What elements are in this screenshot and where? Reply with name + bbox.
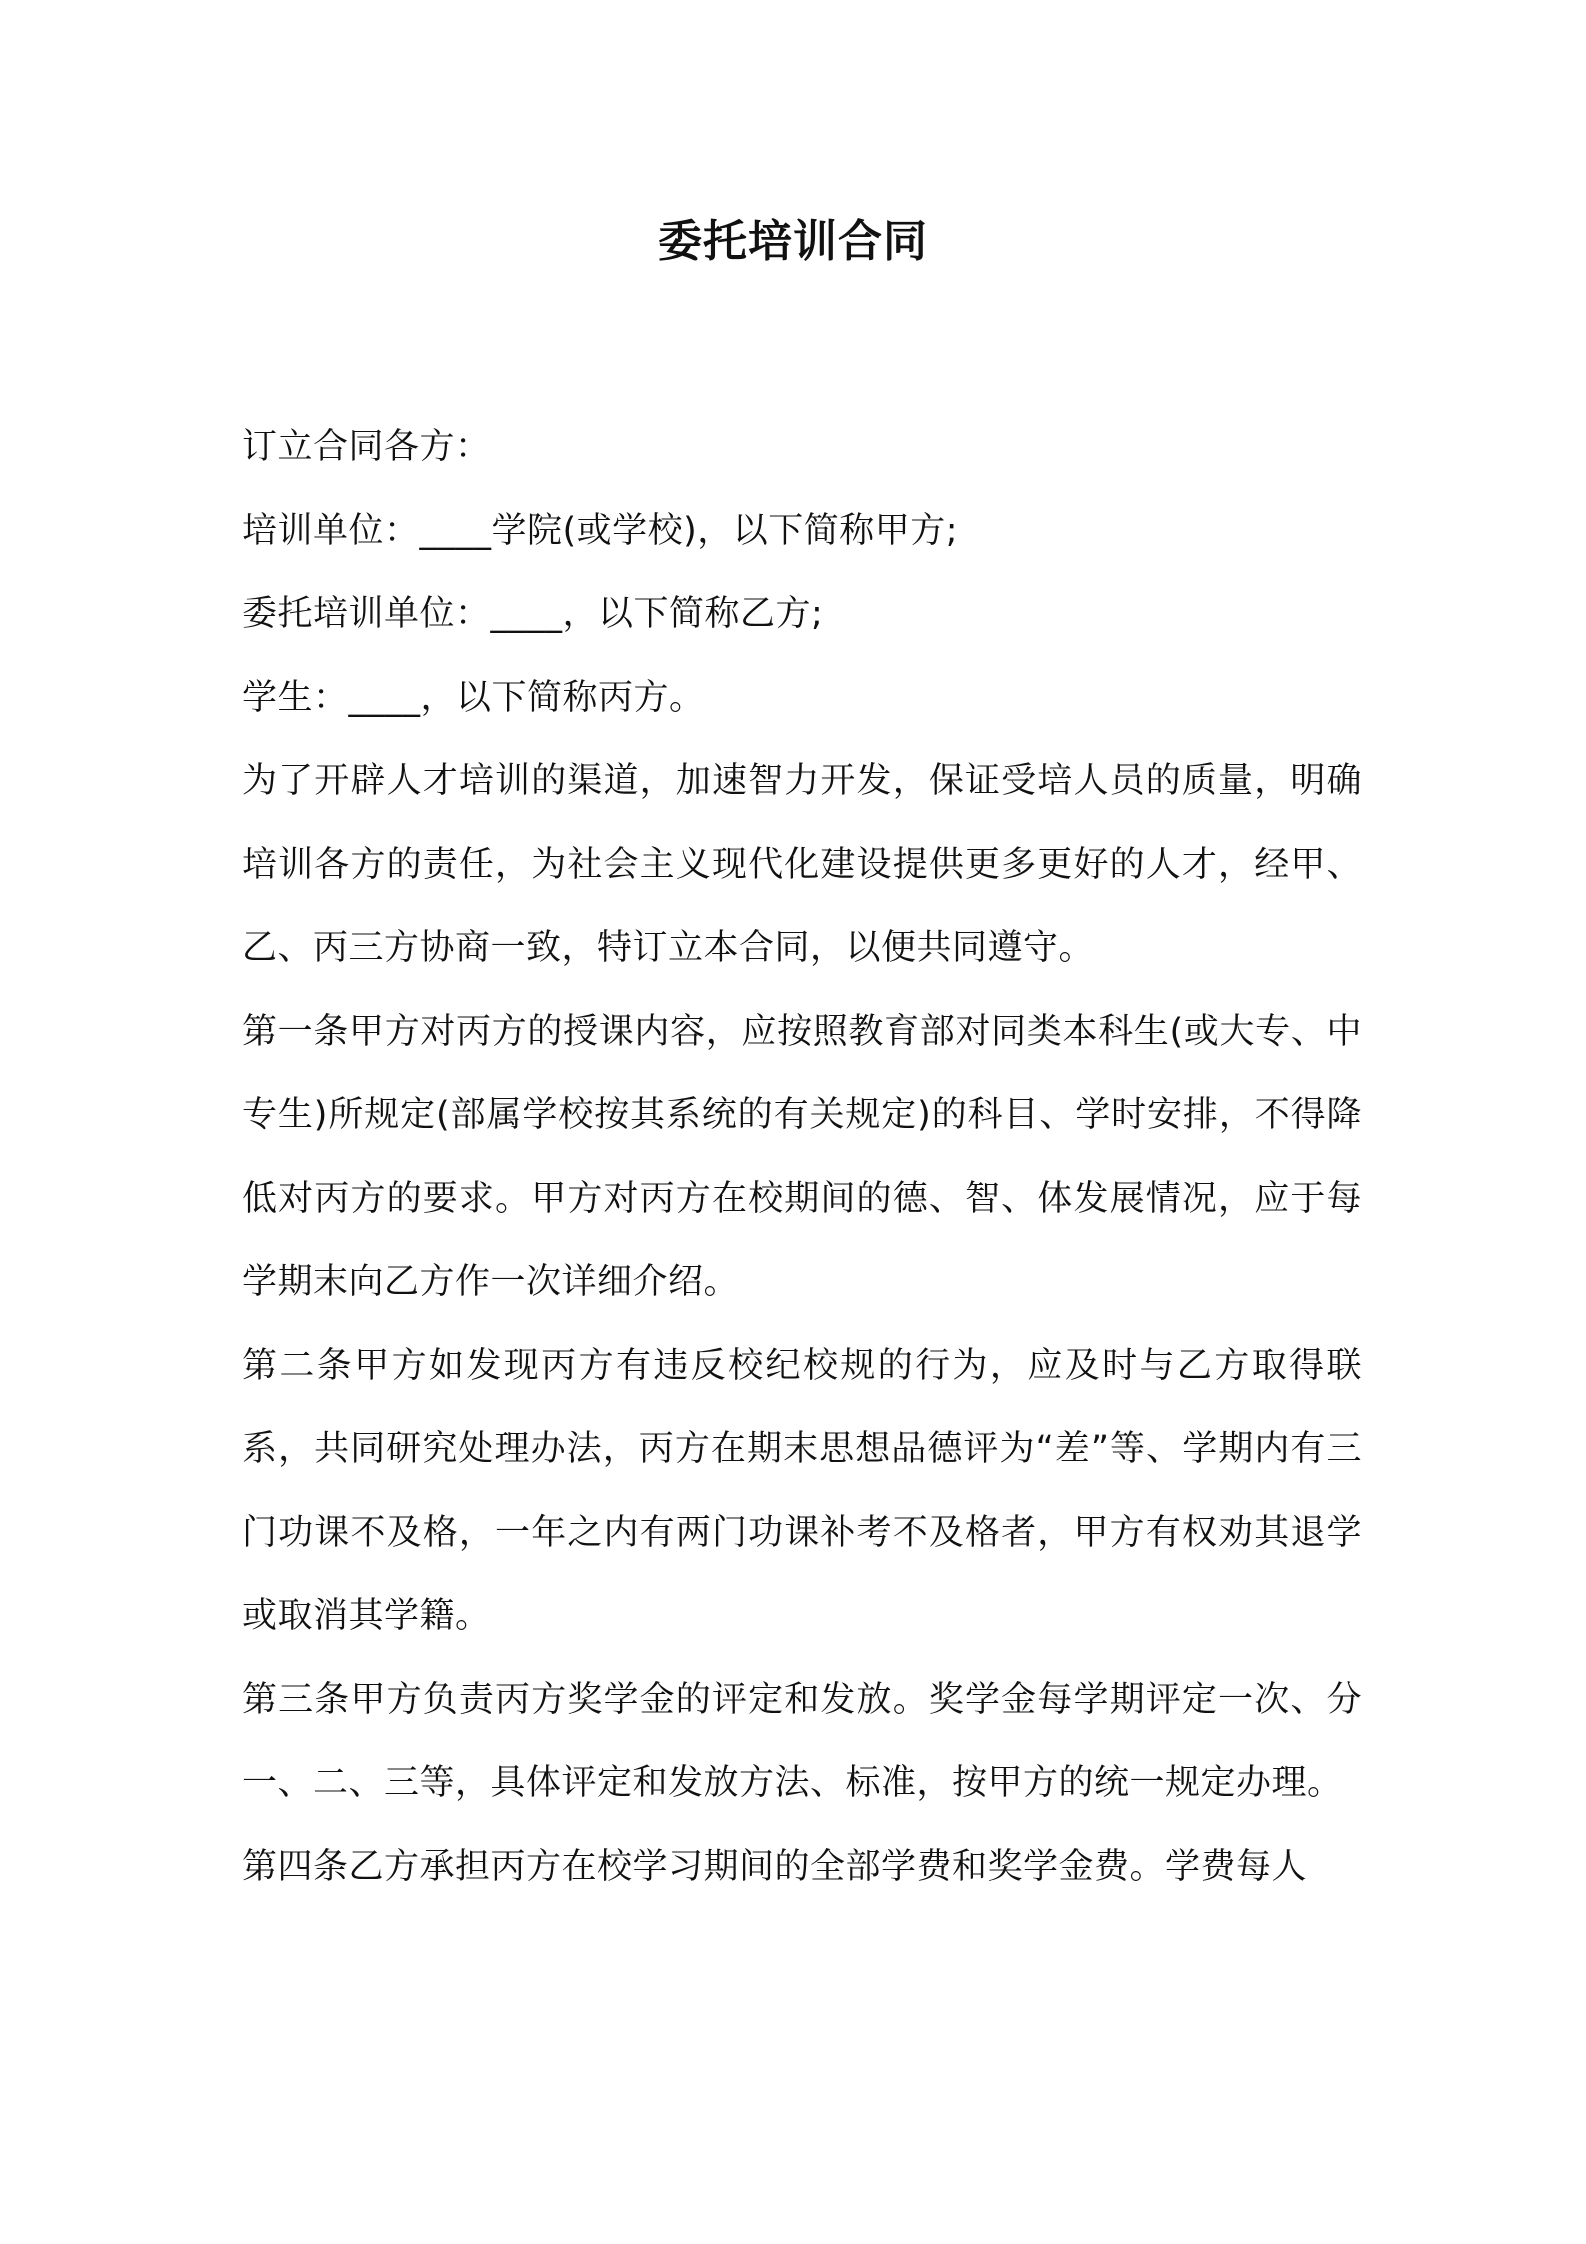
article-3-paragraph: 第三条甲方负责丙方奖学金的评定和发放。奖学金每学期评定一次、分一、二、三等，具体评定和发放方法、标准，按甲方的统一规定办理。: [242, 1679, 1362, 1803]
party-b-line: 委托培训单位：____，以下简称乙方;: [242, 594, 824, 634]
preamble-paragraph: 为了开辟人才培训的渠道，加速智力开发，保证受培人员的质量，明确培训各方的责任，为社会主义现代化建设提供更多更好的人才，经甲、乙、丙三方协商一致，特订立本合同，以便共同遵守。: [242, 761, 1362, 968]
article-2-paragraph: 第二条甲方如发现丙方有违反校纪校规的行为，应及时与乙方取得联系，共同研究处理办法，丙方在期末思想品德评为“差”等、学期内有三门功课不及格，一年之内有两门功课补考不及格者，甲方有权劝其退学或取消其学籍。: [242, 1345, 1362, 1636]
party-a-line: 培训单位：____学院(或学校)，以下简称甲方;: [242, 510, 959, 551]
document-title: 委托培训合同: [658, 216, 928, 267]
article-1-paragraph: 第一条甲方对丙方的授课内容，应按照教育部对同类本科生(或大专、中专生)所规定(部属学校按其系统的有关规定)的科目、学时安排，不得降低对丙方的要求。甲方对丙方在校期间的德、智、体发展情况，应于每学期末向乙方作一次详细介绍。: [242, 1011, 1362, 1302]
article-4-paragraph: 第四条乙方承担丙方在校学习期间的全部学费和奖学金费。学费每人: [242, 1846, 1308, 1887]
parties-heading: 订立合同各方：: [242, 427, 491, 467]
party-c-line: 学生：____，以下简称丙方。: [242, 677, 705, 718]
document-body: [242, 406, 1362, 1909]
